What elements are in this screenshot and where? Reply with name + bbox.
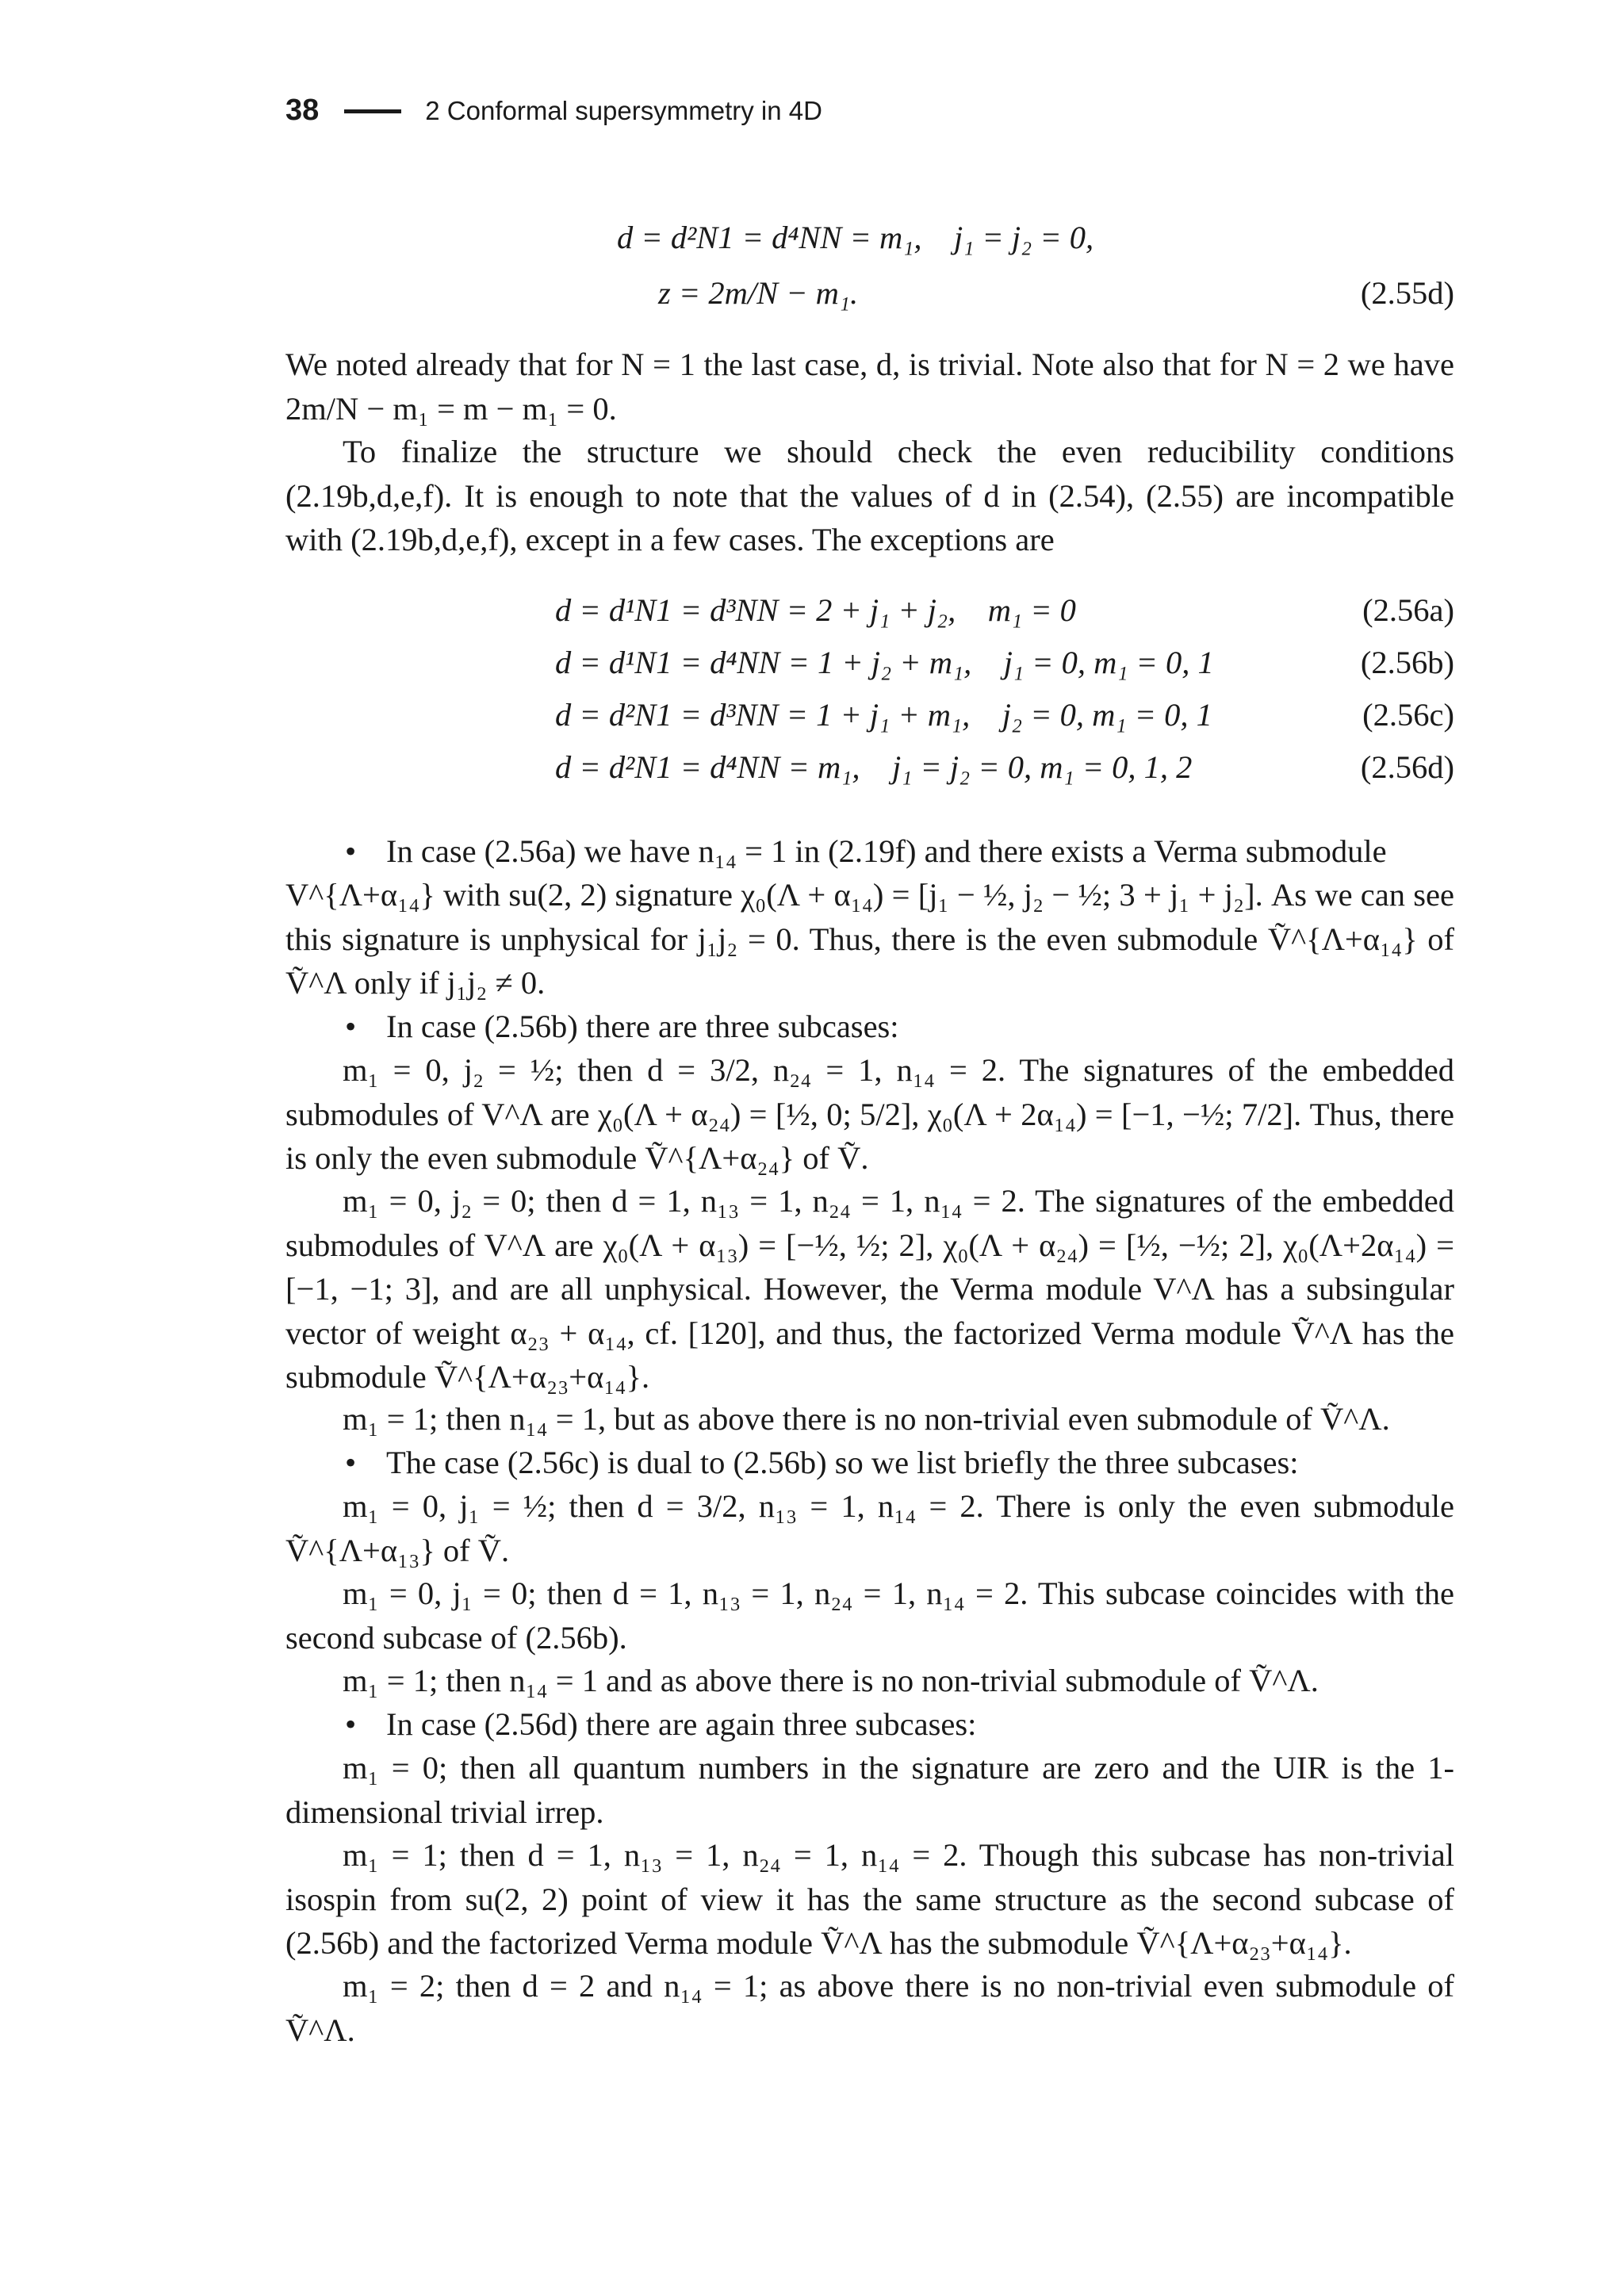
subcase-2-56c-3: m₁ = 1; then n₁₄ = 1 and as above there is no non-trivial submodule of Ṽ^Λ. [343,1663,1319,1698]
equation-2-56a: d = d¹N1 = d³NN = 2 + j₁ + j₂, m₁ = 0 [555,592,1076,628]
subcase-2-56b-1: m₁ = 0, j₂ = ½; then d = 3/2, n₂₄ = 1, n₁₄ = 2. The signatures of the embedded submodules of V^Λ are χ₀(Λ + α₂₄) = [½, 0; 5/2], χ₀(Λ + 2α₁₄) = [−1, −½; 7/2]. Thus, there is only the even submodule Ṽ^{Λ+α₂₄} of Ṽ. [285,1052,1454,1176]
subcase-2-56d-3: m₁ = 2; then d = 2 and n₁₄ = 1; as above there is no non-trivial even submodule of Ṽ^Λ. [285,1968,1454,2048]
case-2-56a-body: V^{Λ+α₁₄} with su(2, 2) signature χ₀(Λ + α₁₄) = [j₁ − ½, j₂ − ½; 3 + j₁ + j₂]. As we can see this signature is unphysical for j₁j₂ = 0. Thus, there is the even submodule Ṽ^{Λ+α₁₄} of Ṽ^Λ only if j₁j₂ ≠ 0. [285,877,1454,1001]
equation-2-56b: d = d¹N1 = d⁴NN = 1 + j₂ + m₁, j₁ = 0, m₁ = 0, 1 [555,645,1214,680]
case-2-56d-intro: In case (2.56d) there are again three subcases: [386,1706,977,1742]
subcase-2-56b-2: m₁ = 0, j₂ = 0; then d = 1, n₁₃ = 1, n₂₄ = 1, n₁₄ = 2. The signatures of the embedded submodules of V^Λ are χ₀(Λ + α₁₃) = [−½, ½; 2], χ₀(Λ + α₂₄) = [½, −½; 2], χ₀(Λ+2α₁₄) = [−1, −1; 3], and are all unphysical. However, the Verma module V^Λ has a subsingular vector of weight α₂₃ + α₁₄, cf. [120], and thus, the factorized Verma module Ṽ^Λ has the submodule Ṽ^{Λ+α₂₃+α₁₄}. [285,1183,1454,1395]
running-title: 2 Conformal supersymmetry in 4D [425,96,822,126]
case-2-56b-intro: In case (2.56b) there are three subcases: [386,1009,899,1044]
case-2-56c-intro: The case (2.56c) is dual to (2.56b) so we list briefly the three subcases: [386,1445,1299,1480]
bullet-marker-2-56b: • [345,1009,357,1044]
subcase-2-56c-1: m₁ = 0, j₁ = ½; then d = 3/2, n₁₃ = 1, n₁₄ = 2. There is only the even submodule Ṽ^{Λ+α₁₃} of Ṽ. [285,1488,1454,1568]
case-2-56a-intro: In case (2.56a) we have n₁₄ = 1 in (2.19f) and there exists a Verma submodule [386,833,1387,869]
subcase-2-56d-1: m₁ = 0; then all quantum numbers in the signature are zero and the UIR is the 1-dimensional trivial irrep. [285,1750,1454,1830]
equation-2-56c: d = d²N1 = d³NN = 1 + j₁ + m₁, j₂ = 0, m₁ = 0, 1 [555,697,1212,733]
subcase-2-56d-2: m₁ = 1; then d = 1, n₁₃ = 1, n₂₄ = 1, n₁₄ = 2. Though this subcase has non-trivial isospin from su(2, 2) point of view it has the same structure as the second subcase of (2.56b) and the factorized Verma module Ṽ^Λ has the submodule Ṽ^{Λ+α₂₃+α₁₄}. [285,1837,1454,1961]
subcase-2-56b-3: m₁ = 1; then n₁₄ = 1, but as above there is no non-trivial even submodule of Ṽ^Λ. [343,1401,1390,1437]
equation-2-56d: d = d²N1 = d⁴NN = m₁, j₁ = j₂ = 0, m₁ = 0, 1, 2 [555,749,1193,785]
equation-tag-2-56c: (2.56c) [1362,697,1454,733]
paragraph-even-reducibility: To finalize the structure we should check the even reducibility conditions (2.19b,d,e,f). It is enough to note that the values of d in (2.54), (2.55) are incompatible with (2.19b,d,e,f), except in a few cases. The exceptions are [285,434,1454,557]
equation-tag-2-56a: (2.56a) [1362,592,1454,628]
bullet-marker-2-56d: • [345,1706,357,1742]
header-rule [344,109,401,113]
equation-2-55d-line2: z = 2m/N − m₁. [658,275,859,311]
paragraph-n-trivial: We noted already that for N = 1 the last case, d, is trivial. Note also that for N = 2 we have 2m/N − m₁ = m − m₁ = 0. [285,346,1454,427]
bullet-marker-2-56c: • [345,1445,357,1480]
subcase-2-56c-2: m₁ = 0, j₁ = 0; then d = 1, n₁₃ = 1, n₂₄ = 1, n₁₄ = 2. This subcase coincides with the second subcase of (2.56b). [285,1575,1454,1656]
bullet-marker-2-56a: • [345,833,357,869]
page-number: 38 [285,94,320,128]
equation-2-55d-line1: d = d²N1 = d⁴NN = m₁, j₁ = j₂ = 0, [617,220,1094,255]
equation-tag-2-56d: (2.56d) [1360,749,1454,785]
equation-tag-2-55d: (2.55d) [1360,275,1454,311]
running-header [285,89,822,133]
equation-tag-2-56b: (2.56b) [1360,645,1454,680]
